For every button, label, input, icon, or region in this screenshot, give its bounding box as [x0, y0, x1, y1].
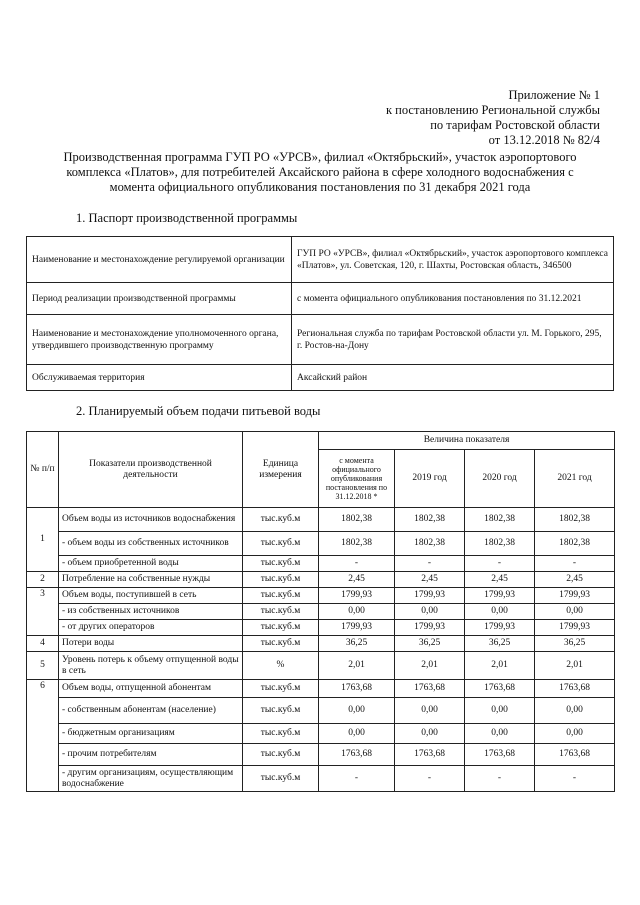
row-value: -	[535, 766, 615, 792]
row-value: -	[465, 556, 535, 572]
title-line: комплекса «Платов», для потребителей Аксайского района в сфере холодного водоснабжения с	[66, 165, 574, 179]
row-value: 2,01	[395, 652, 465, 680]
row-value: 0,00	[395, 698, 465, 724]
row-num: 4	[27, 636, 59, 652]
row-name: Потери воды	[59, 636, 243, 652]
row-value: 1802,38	[395, 532, 465, 556]
section1-heading: 1. Паспорт производственной программы	[76, 211, 298, 225]
row-name: - бюджетным организациям	[59, 724, 243, 744]
row-value: 0,00	[465, 724, 535, 744]
row-value: 36,25	[465, 636, 535, 652]
table-row	[27, 698, 615, 724]
row-value: 1799,93	[395, 588, 465, 604]
passport-label: Обслуживаемая территория	[27, 365, 292, 391]
row-value: 0,00	[395, 604, 465, 620]
row-value: 0,00	[465, 698, 535, 724]
passport-row	[27, 315, 614, 365]
row-value: 1802,38	[535, 532, 615, 556]
row-value: 36,25	[395, 636, 465, 652]
row-name: Потребление на собственные нужды	[59, 572, 243, 588]
row-name: - от других операторов	[59, 620, 243, 636]
row-value: 1799,93	[535, 588, 615, 604]
header-period-2: 2020 год	[465, 450, 535, 508]
row-unit: тыс.куб.м	[243, 636, 319, 652]
header-period-3: 2021 год	[535, 450, 615, 508]
row-value: -	[395, 766, 465, 792]
passport-row	[27, 283, 614, 315]
passport-value: Региональная служба по тарифам Ростовской области ул. М. Горького, 295, г. Ростов-на-Дону	[292, 315, 614, 365]
row-value: 2,45	[465, 572, 535, 588]
passport-label: Период реализации производственной программы	[27, 283, 292, 315]
row-value: 36,25	[535, 636, 615, 652]
row-unit: тыс.куб.м	[243, 698, 319, 724]
table-row	[27, 636, 615, 652]
row-name: Объем воды, поступившей в сеть	[59, 588, 243, 604]
row-name: - объем приобретенной воды	[59, 556, 243, 572]
row-value: 0,00	[319, 724, 395, 744]
row-name: Уровень потерь к объему отпущенной воды в сеть	[59, 652, 243, 680]
row-num: 6	[27, 680, 59, 792]
table-row	[27, 652, 615, 680]
passport-value: ГУП РО «УРСВ», филиал «Октябрьский», участок аэропортового комплекса «Платов», ул. Советская, 120, г. Шахты, Ростовская область, 346500	[292, 237, 614, 283]
row-value: 1763,68	[395, 680, 465, 698]
row-value: 1763,68	[319, 680, 395, 698]
row-name: - объем воды из собственных источников	[59, 532, 243, 556]
appendix-line: по тарифам Ростовской области	[430, 118, 600, 132]
row-num: 5	[27, 652, 59, 680]
row-name: Объем воды, отпущенной абонентам	[59, 680, 243, 698]
row-value: 1802,38	[395, 508, 465, 532]
table-row	[27, 724, 615, 744]
row-unit: тыс.куб.м	[243, 556, 319, 572]
row-value: 0,00	[535, 604, 615, 620]
row-unit: %	[243, 652, 319, 680]
row-value: -	[319, 556, 395, 572]
table-row	[27, 766, 615, 792]
row-unit: тыс.куб.м	[243, 724, 319, 744]
table-row	[27, 556, 615, 572]
row-value: 1802,38	[319, 532, 395, 556]
header-value-group: Величина показателя	[319, 432, 615, 450]
table-row	[27, 744, 615, 766]
table-row	[27, 532, 615, 556]
row-unit: тыс.куб.м	[243, 508, 319, 532]
passport-table	[26, 236, 614, 391]
row-value: 0,00	[319, 604, 395, 620]
table-row	[27, 620, 615, 636]
row-value: 1799,93	[395, 620, 465, 636]
passport-row	[27, 237, 614, 283]
row-value: 1763,68	[535, 744, 615, 766]
passport-label: Наименование и местонахождение регулируемой организации	[27, 237, 292, 283]
row-value: 1802,38	[465, 532, 535, 556]
appendix-line: к постановлению Региональной службы	[385, 103, 600, 117]
row-value: 1763,68	[535, 680, 615, 698]
row-value: 1799,93	[319, 620, 395, 636]
row-value: -	[319, 766, 395, 792]
row-value: 1799,93	[535, 620, 615, 636]
row-value: 1763,68	[465, 680, 535, 698]
passport-row	[27, 365, 614, 391]
row-unit: тыс.куб.м	[243, 604, 319, 620]
row-value: 1802,38	[535, 508, 615, 532]
row-unit: тыс.куб.м	[243, 620, 319, 636]
row-unit: тыс.куб.м	[243, 572, 319, 588]
header-indicator: Показатели производственной деятельности	[59, 432, 243, 508]
passport-value: с момента официального опубликования постановления по 31.12.2021	[292, 283, 614, 315]
row-value: 1799,93	[465, 588, 535, 604]
table-row	[27, 572, 615, 588]
header-unit: Единица измерения	[243, 432, 319, 508]
header-num: № п/п	[27, 432, 59, 508]
header-period-0: с момента официального опубликования постановления по 31.12.2018 *	[319, 450, 395, 508]
row-value: 1763,68	[319, 744, 395, 766]
row-value: 1799,93	[319, 588, 395, 604]
row-unit: тыс.куб.м	[243, 680, 319, 698]
row-value: 0,00	[395, 724, 465, 744]
row-value: -	[395, 556, 465, 572]
row-unit: тыс.куб.м	[243, 588, 319, 604]
row-value: -	[465, 766, 535, 792]
row-value: 2,45	[395, 572, 465, 588]
row-value: 1763,68	[395, 744, 465, 766]
row-value: 0,00	[535, 724, 615, 744]
title-line: Производственная программа ГУП РО «УРСВ», филиал «Октябрьский», участок аэропортового	[63, 150, 577, 164]
row-num: 3	[27, 588, 59, 636]
row-unit: тыс.куб.м	[243, 766, 319, 792]
title-line: момента официального опубликования постановления по 31 декабря 2021 года	[109, 180, 531, 194]
row-name: - прочим потребителям	[59, 744, 243, 766]
row-value: 0,00	[535, 698, 615, 724]
table-header-row	[27, 432, 615, 450]
row-name: - другим организациям, осуществляющим водоснабжение	[59, 766, 243, 792]
appendix-line: от 13.12.2018 № 82/4	[488, 133, 600, 147]
water-volume-table	[26, 431, 615, 792]
row-value: 1799,93	[465, 620, 535, 636]
row-value: 0,00	[465, 604, 535, 620]
row-value: 2,01	[535, 652, 615, 680]
row-name: Объем воды из источников водоснабжения	[59, 508, 243, 532]
row-unit: тыс.куб.м	[243, 532, 319, 556]
row-value: -	[535, 556, 615, 572]
row-value: 2,45	[535, 572, 615, 588]
row-value: 1802,38	[465, 508, 535, 532]
document-title	[50, 150, 590, 195]
row-num: 1	[27, 508, 59, 572]
passport-label: Наименование и местонахождение уполномоченного органа, утвердившего производственную программу	[27, 315, 292, 365]
table-row	[27, 588, 615, 604]
row-name: - собственным абонентам (население)	[59, 698, 243, 724]
appendix-line: Приложение № 1	[508, 88, 600, 102]
row-value: 1763,68	[465, 744, 535, 766]
header-period-1: 2019 год	[395, 450, 465, 508]
table-row	[27, 508, 615, 532]
table-row	[27, 604, 615, 620]
row-unit: тыс.куб.м	[243, 744, 319, 766]
row-value: 2,45	[319, 572, 395, 588]
section2-heading: 2. Планируемый объем подачи питьевой воды	[76, 404, 321, 418]
row-name: - из собственных источников	[59, 604, 243, 620]
row-num: 2	[27, 572, 59, 588]
appendix-block	[300, 88, 600, 148]
row-value: 1802,38	[319, 508, 395, 532]
row-value: 2,01	[319, 652, 395, 680]
row-value: 0,00	[319, 698, 395, 724]
row-value: 36,25	[319, 636, 395, 652]
passport-value: Аксайский район	[292, 365, 614, 391]
row-value: 2,01	[465, 652, 535, 680]
table-row	[27, 680, 615, 698]
